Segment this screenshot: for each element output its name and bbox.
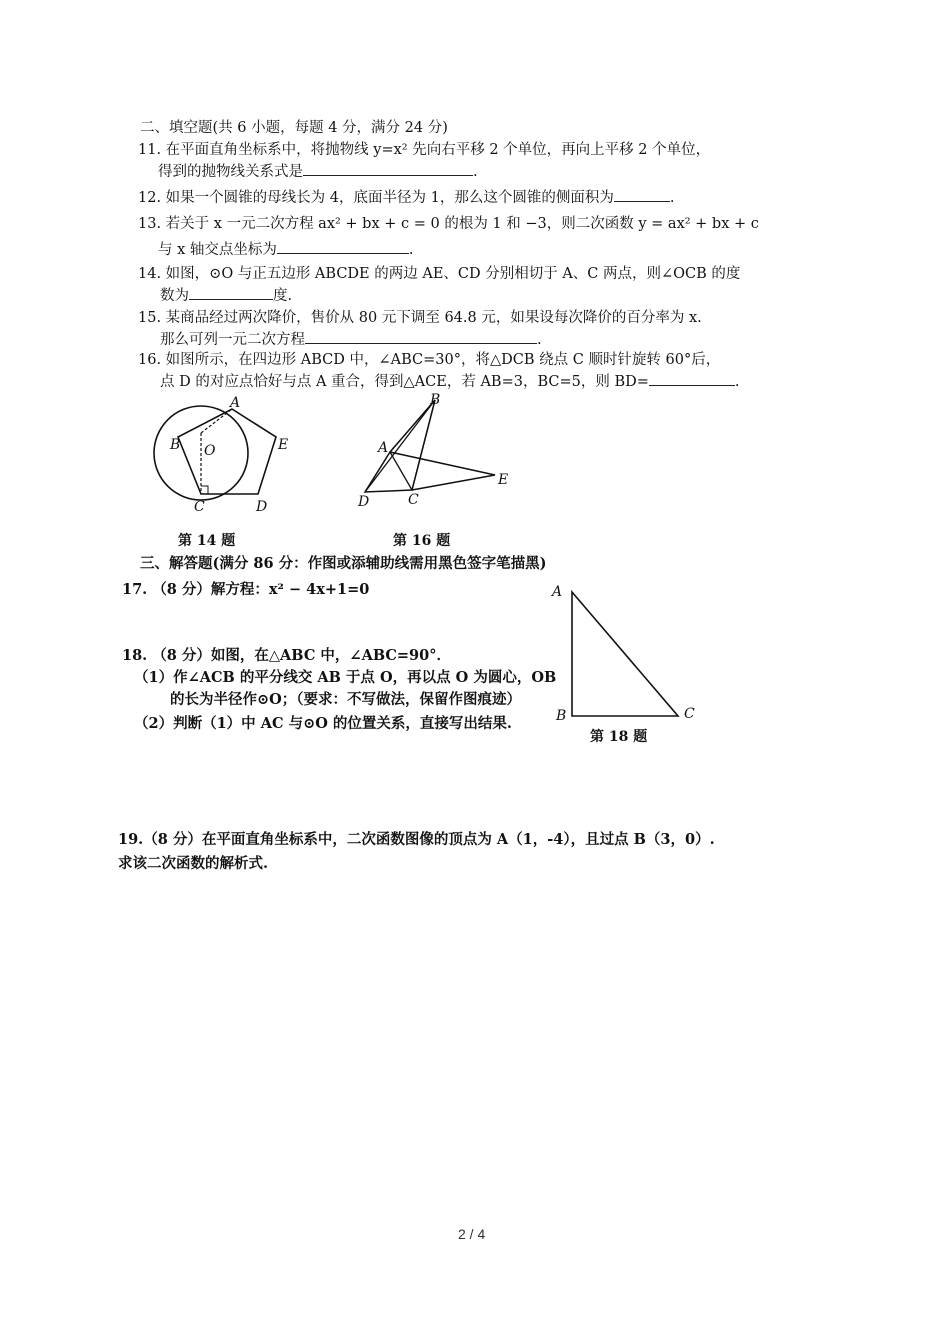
q18-line1: 18. （8 分）如图，在△ABC 中，∠ABC=90°． — [122, 647, 451, 664]
label-e: E — [498, 472, 509, 488]
figure-18-caption: 第 18 题 — [590, 729, 648, 745]
q13-text: 与 x 轴交点坐标为 — [158, 242, 277, 258]
label-e: E — [278, 437, 289, 453]
q15-line1: 15. 某商品经过两次降价，售价从 80 元下调至 64.8 元，如果设每次降价的百分率为 x. — [138, 310, 702, 326]
q16-end: . — [734, 374, 740, 390]
q18-part1a: （1）作∠ACB 的平分线交 AB 于点 O，再以点 O 为圆心，OB — [134, 669, 557, 686]
q11-line2 — [158, 160, 478, 181]
q13-line1: 13. 若关于 x 一元二次方程 ax² + bx + c = 0 的根为 1 和 −3，则二次函数 y = ax² + bx + c — [138, 216, 759, 232]
triangle-abc — [572, 592, 678, 716]
q15-line2 — [160, 328, 542, 349]
label-c: C — [408, 492, 419, 508]
label-a: A — [378, 440, 389, 456]
label-b: B — [170, 437, 181, 453]
label-o: O — [204, 443, 216, 459]
q13-answer-blank[interactable] — [277, 239, 409, 254]
q11-text: 得到的抛物线关系式是 — [158, 164, 303, 180]
q17-text: 17. （8 分）解方程：x² − 4x+1=0 — [122, 581, 370, 598]
section-header-answer: 三、解答题(满分 86 分：作图或添辅助线需用黑色签字笔描黑) — [140, 555, 547, 572]
q13-line2 — [158, 238, 414, 259]
label-c: C — [684, 706, 695, 722]
q14-line2 — [160, 284, 292, 305]
pentagon-abcde — [178, 409, 276, 494]
q11-end: . — [473, 164, 478, 180]
q12-answer-blank[interactable] — [614, 187, 670, 202]
label-d: D — [358, 494, 370, 510]
q16-text: 点 D 的对应点恰好与点 A 重合，得到△ACE，若 AB=3，BC=5，则 BD= — [160, 374, 649, 390]
q15-text: 那么可列一元二次方程 — [160, 332, 305, 348]
label-b: B — [430, 392, 441, 408]
q16-answer-blank[interactable] — [649, 371, 735, 386]
q16-line2 — [160, 370, 740, 391]
q19-line2: 求该二次函数的解析式. — [118, 855, 269, 872]
label-a: A — [230, 395, 241, 411]
figure-16-quadrilateral — [350, 392, 520, 517]
q12-text: 12. 如果一个圆锥的母线长为 4，底面半径为 1，那么这个圆锥的侧面积为 — [138, 190, 614, 206]
segment-ac — [390, 452, 412, 490]
label-d: D — [256, 499, 268, 515]
section-header-fill-in: 二、填空题(共 6 小题，每题 4 分，满分 24 分) — [140, 120, 448, 136]
label-c: C — [194, 499, 205, 515]
right-angle-mark — [201, 486, 208, 494]
q14-end: 度. — [273, 288, 293, 304]
label-a: A — [552, 584, 563, 600]
figure-14-caption: 第 14 题 — [178, 533, 236, 549]
label-b: B — [556, 708, 567, 724]
q14-line1: 14. 如图，⊙O 与正五边形 ABCDE 的两边 AE、CD 分别相切于 A、C 两点，则∠OCB 的度 — [138, 266, 741, 282]
figure-18-right-triangle — [548, 578, 708, 728]
segment-oa — [201, 409, 232, 433]
q15-answer-blank[interactable] — [305, 329, 537, 344]
q16-line1: 16. 如图所示，在四边形 ABCD 中，∠ABC=30°，将△DCB 绕点 C 顺时针旋转 60°后， — [138, 352, 721, 368]
q19-line1: 19.（8 分）在平面直角坐标系中，二次函数图像的顶点为 A（1，-4），且过点 B（3，0）. — [118, 831, 715, 848]
page-number: 2 / 4 — [458, 1226, 486, 1242]
q11-answer-blank[interactable] — [303, 161, 473, 176]
triangle-ace — [390, 452, 495, 490]
figure-14-circle-pentagon — [140, 395, 310, 520]
q12-line1 — [138, 186, 674, 207]
q14-text: 数为 — [160, 288, 189, 304]
segment-bd — [365, 400, 435, 492]
q15-end: . — [537, 332, 542, 348]
q13-end: . — [408, 242, 414, 258]
q11-line1: 11. 在平面直角坐标系中，将抛物线 y=x² 先向右平移 2 个单位，再向上平移 2 个单位， — [138, 142, 711, 158]
q18-part1b: 的长为半径作⊙O；（要求：不写做法，保留作图痕迹） — [170, 691, 522, 708]
q18-part2: （2）判断（1）中 AC 与⊙O 的位置关系，直接写出结果. — [134, 715, 512, 732]
q14-answer-blank[interactable] — [189, 285, 273, 300]
q12-end: . — [669, 190, 675, 206]
figure-16-caption: 第 16 题 — [393, 533, 451, 549]
